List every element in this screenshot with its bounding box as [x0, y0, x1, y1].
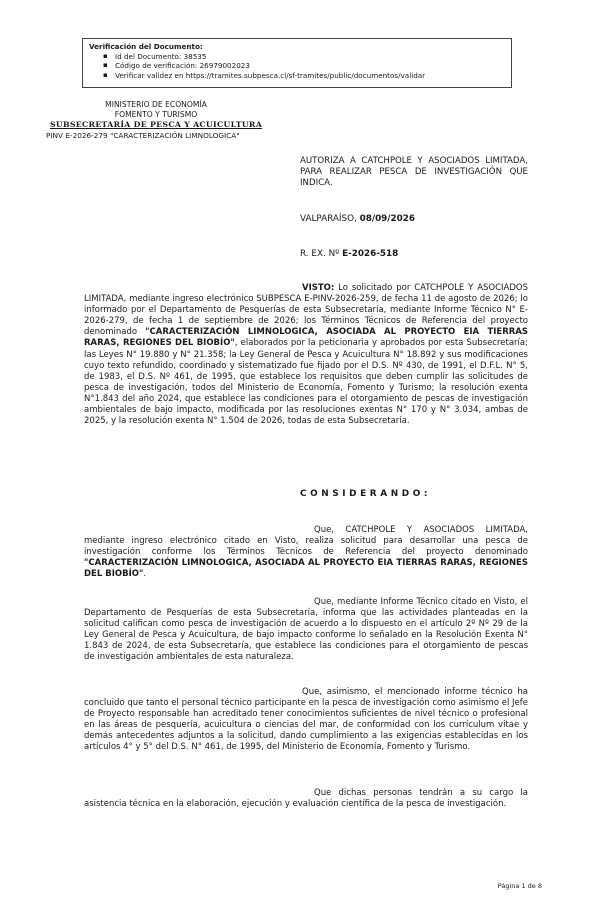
visto-label: VISTO:: [302, 283, 335, 293]
considerando-3: Que, asimismo, el mencionado informe técnico ha concluido que tanto el personal técnico participante en la pesca de investigación como asimismo el Jefe de Proyecto responsable han acreditado tener conocimientos suficientes de nivel técnico o profesional en las áreas de pesquería, acuicultura o ciencias del mar, de conformidad con los currículum vitae y demás antecedentes adjuntos a la solicitud, dando cumplimiento a las exigencias establecidas en los artículos 4° y 5° del D.S. N° 461, de 1995, del Ministerio de Economía, Fomento y Turismo.: [84, 687, 528, 753]
resolution-number: [300, 249, 398, 259]
subsecretaria-name: SUBSECRETARÍA DE PESCA Y ACUICULTURA: [49, 120, 263, 129]
ministry-name-2: FOMENTO Y TURISMO: [114, 110, 198, 119]
verification-code: ▪ Código de verificación: 26979002023: [115, 61, 505, 71]
verification-list: [89, 52, 505, 81]
date: 08/09/2026: [359, 214, 416, 224]
considerando-1-text: Que, CATCHPOLE Y ASOCIADOS LIMITADA, mediante ingreso electrónico citado en Visto, realiza solicitud para desarrollar una pesca de investigación conforme los Términos Técnicos de Referencia del proyecto denominado: [84, 525, 528, 558]
visto-project-name: "CARACTERIZACIÓN LIMNOLOGICA, ASOCIADA AL PROYECTO EIA TIERRAS RARAS, REGIONES DEL BIOBÍO": [84, 327, 528, 349]
document-id: ▪ Id del Documento: 38535: [115, 52, 505, 62]
pinv-reference: PINV E-2026-279 "CARACTERIZACIÓN LIMNOLOGICA": [46, 131, 240, 140]
considerando-heading: CONSIDERANDO:: [300, 489, 431, 499]
considerando-2: Que, mediante Informe Técnico citado en Visto, el Departamento de Pesquerías de esta Subsecretaría, informa que las actividades planteadas en la solicitud califican como pesca de investigación de acuerdo a lo dispuesto en el artículo 2º Nº 29 de la Ley General de Pesca y Acuicultura, de bajo impacto conforme lo señalado en la Resolución Exenta N° 1.843 de 2024, de esta Subsecretaría, que establece las condiciones para el otorgamiento de pescas de investigación ambientales de esta naturaleza.: [84, 597, 528, 663]
visto-text-b: , elaborados por la peticionaria y aprobados por esta Subsecretaría; las Leyes N° 19.880 y N° 21.358; la Ley General de Pesca y Acuicultura N° 18.892 y sus modificaciones cuyo texto refundido, coordinado y sistematizado fue fijado por el D.S. Nº 430, de 1991, el D.F.L. N° 5, de 1983, el D.S. Nº 461, de 1995, que establece los requisitos que deben cumplir las solicitudes de pesca de investigación, todos del Ministerio de Economía, Fomento y Turismo; la resolución exenta N°1.843 del año 2024, que establece las condiciones para el otorgamiento de pescas de investigación ambientales de bajo impacto, modificada por las resoluciones exentas N° 170 y N° 3.034, ambas de 2025, y la resolución exenta N° 1.504 de 2026, todas de esta Subsecretaría.: [84, 338, 528, 427]
verification-url[interactable]: ▪ Verificar validez en https://tramites.subpesca.cl/sf-tramites/public/documentos/validar: [115, 71, 505, 81]
considerando-4: Que dichas personas tendrán a su cargo la asistencia técnica en la elaboración, ejecución y evaluación científica de la pesca de investigación.: [84, 788, 528, 810]
resolution-summary: AUTORIZA A CATCHPOLE Y ASOCIADOS LIMITADA, PARA REALIZAR PESCA DE INVESTIGACIÓN QUE INDICA.: [300, 156, 528, 188]
verification-box: [82, 38, 512, 88]
page-number: Página 1 de 8: [497, 882, 542, 890]
ministry-header: [36, 100, 276, 130]
considerando-1-project: "CARACTERIZACIÓN LIMNOLOGICA, ASOCIADA AL PROYECTO EIA TIERRAS RARAS, REGIONES DEL BIOBÍO": [84, 558, 528, 580]
visto-text-a: Lo solicitado por CATCHPOLE Y ASOCIADOS LIMITADA, mediante ingreso electrónico SUBPESCA E-PINV-2026-259, de fecha 11 de agosto de 2026; lo informado por el Departamento de Pesquerías de esta Subsecretaría, mediante Informe Técnico N° E-2026-279, de fecha 1 de septiembre de 2026; los Términos Técnicos de Referencia del proyecto denominado: [84, 283, 528, 338]
place: VALPARAÍSO,: [300, 214, 357, 224]
considerando-1: [84, 525, 528, 580]
visto-paragraph: [84, 283, 528, 427]
place-date: [300, 214, 415, 224]
ministry-name: MINISTERIO DE ECONOMÍA: [105, 100, 207, 109]
considerando-1-end: .: [143, 569, 147, 580]
rex-number: E-2026-518: [342, 249, 399, 259]
rex-label: R. EX. Nº: [300, 249, 340, 259]
verification-title: Verificación del Documento:: [89, 42, 203, 51]
